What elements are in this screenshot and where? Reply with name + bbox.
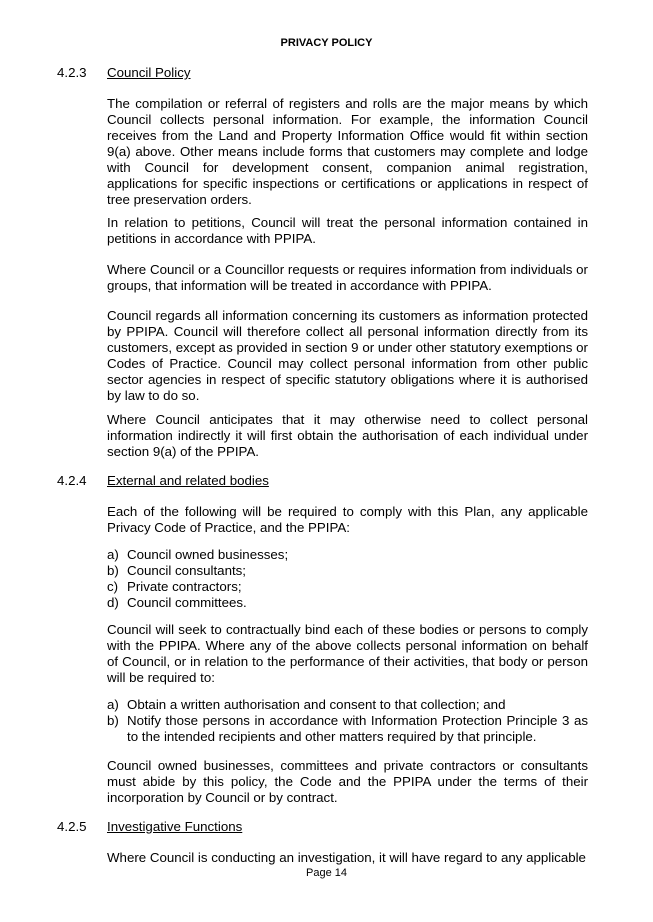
paragraph: Each of the following will be required to comply with this Plan, any applicable Privacy Code of Practice, and the PPIPA:: [107, 504, 588, 535]
section-number: 4.2.3: [57, 65, 87, 80]
list-text: Notify those persons in accordance with Information Protection Principle 3 as to the intended recipients and other matters required by that principle.: [127, 713, 588, 744]
page-number: Page 14: [306, 867, 347, 879]
list-marker: a): [107, 547, 119, 562]
page-header: PRIVACY POLICY: [280, 37, 373, 49]
bodies-list: [107, 547, 588, 611]
list-text: Council committees.: [127, 595, 247, 610]
paragraph: The compilation or referral of registers and rolls are the major means by which Council collects personal information. For example, the information Council receives from the Land and Property Information Office would fit within section 9(a) above. Other means include forms that customers may complete and lodge with Council for development consent, companion animal registration, applications for specific inspections or certifications or applications in respect of tree preservation orders.: [107, 96, 588, 207]
requirements-list: [107, 697, 588, 745]
paragraph: Where Council is conducting an investigation, it will have regard to any applicable: [107, 850, 586, 865]
list-item: [107, 563, 588, 579]
list-item: [107, 579, 588, 595]
list-marker: b): [107, 713, 119, 728]
list-marker: d): [107, 595, 119, 610]
list-text: Council consultants;: [127, 563, 246, 578]
paragraph: Council will seek to contractually bind each of these bodies or persons to comply with the PPIPA. Where any of the above collects personal information on behalf of Council, or in relation to the performance of their activities, that body or person will be required to:: [107, 622, 588, 685]
section-title: Council Policy: [107, 65, 191, 80]
section-number: 4.2.5: [57, 819, 87, 834]
list-text: Private contractors;: [127, 579, 242, 594]
section-title: Investigative Functions: [107, 819, 243, 834]
paragraph: In relation to petitions, Council will treat the personal information contained in petitions in accordance with PPIPA.: [107, 215, 588, 246]
list-item: [107, 697, 588, 713]
list-item: [107, 713, 588, 745]
list-marker: b): [107, 563, 119, 578]
paragraph: Council owned businesses, committees and private contractors or consultants must abide by this policy, the Code and the PPIPA under the terms of their incorporation by Council or by contract.: [107, 758, 588, 805]
section-heading-4-2-3: [57, 65, 191, 81]
paragraph: Where Council or a Councillor requests or requires information from individuals or groups, that information will be treated in accordance with PPIPA.: [107, 262, 588, 293]
list-item: [107, 547, 588, 563]
list-text: Obtain a written authorisation and consent to that collection; and: [127, 697, 506, 712]
section-number: 4.2.4: [57, 473, 87, 488]
paragraph: Council regards all information concerning its customers as information protected by PPIPA. Council will therefore collect all personal information directly from its customers, except as provided in section 9 or under other statutory exemptions or Codes of Practice. Council may collect personal information from other public sector agencies in respect of specific statutory obligations where it is authorised by law to do so.: [107, 308, 588, 403]
section-heading-4-2-5: [57, 819, 242, 835]
list-marker: c): [107, 579, 119, 594]
section-heading-4-2-4: [57, 473, 269, 489]
section-title: External and related bodies: [107, 473, 269, 488]
list-text: Council owned businesses;: [127, 547, 289, 562]
list-item: [107, 595, 588, 611]
paragraph: Where Council anticipates that it may otherwise need to collect personal information indirectly it will first obtain the authorisation of each individual under section 9(a) of the PPIPA.: [107, 412, 588, 459]
list-marker: a): [107, 697, 119, 712]
